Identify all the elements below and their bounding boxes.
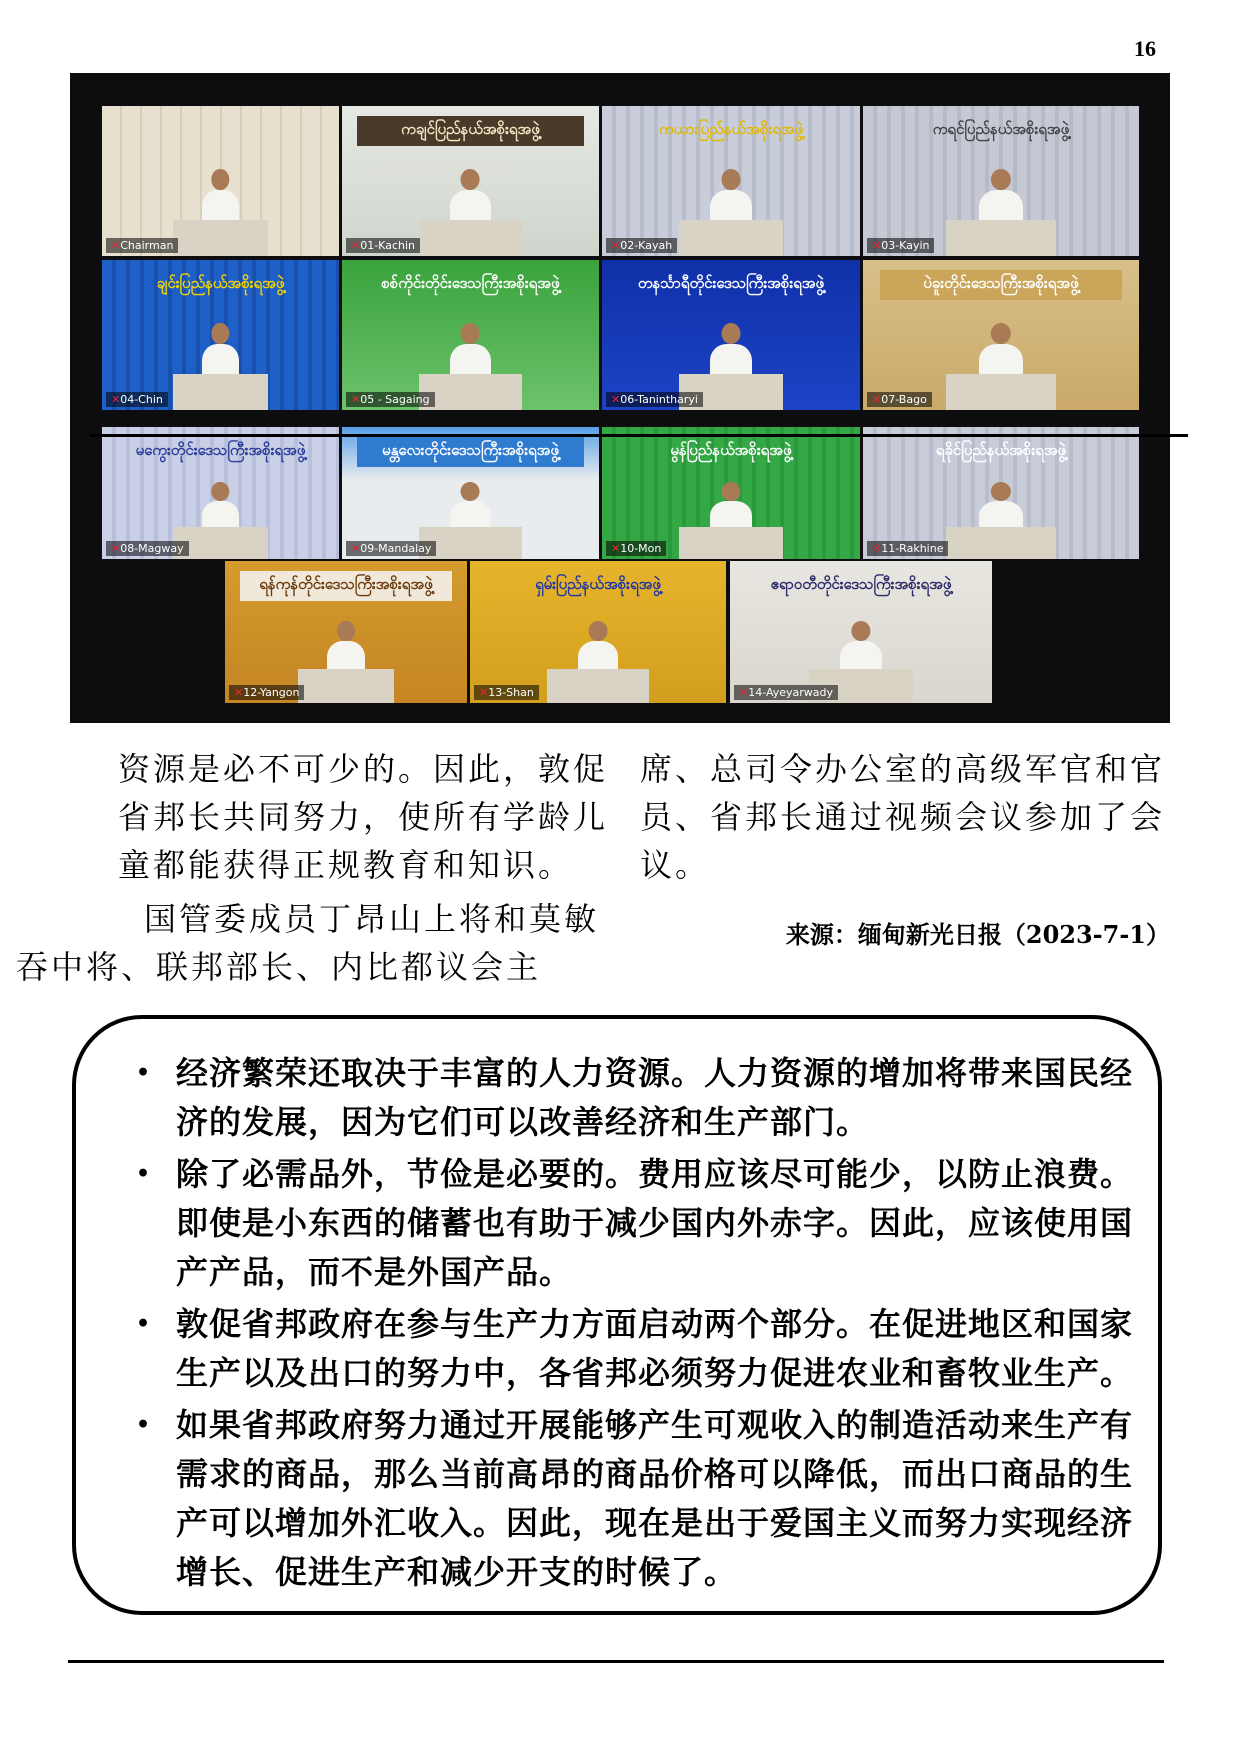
article-paragraph — [16, 895, 610, 991]
video-tile — [730, 561, 992, 703]
text-line: 童都能获得正规教育和知识。 — [118, 846, 574, 884]
tile-label: ✕ 05 - Sagaing — [346, 392, 435, 407]
video-tile — [602, 427, 860, 559]
tile-label: ✕ 04-Chin — [106, 392, 168, 407]
bottom-rule — [68, 1660, 1164, 1663]
desk — [679, 220, 782, 256]
desk — [419, 220, 522, 256]
text-line: 资源是必不可少的。因此，敦促 — [118, 750, 609, 788]
tile-label: ✕ 08-Magway — [106, 541, 189, 556]
video-tile — [863, 260, 1139, 410]
video-tile — [863, 427, 1139, 559]
tile-label: ✕ 01-Kachin — [346, 238, 420, 253]
video-tile — [863, 106, 1139, 256]
desk — [547, 669, 649, 703]
article-paragraph — [80, 745, 610, 889]
page-number: 16 — [1134, 36, 1156, 61]
video-tile — [342, 106, 599, 256]
text-line: 议。 — [640, 846, 711, 884]
tile-label: ✕ 10-Mon — [606, 541, 666, 556]
desk — [946, 527, 1056, 559]
video-tile — [602, 260, 860, 410]
tile-label: ✕ 06-Tanintharyi — [606, 392, 703, 407]
tile-banner: ရှမ်းပြည်နယ်အစိုးရအဖွဲ့ — [535, 575, 661, 593]
article-right-column — [640, 745, 1170, 889]
desk — [298, 669, 395, 703]
video-tile — [102, 106, 339, 256]
desk — [946, 374, 1056, 410]
tile-banner: မကွေးတိုင်းဒေသကြီးအစိုးရအဖွဲ့ — [135, 441, 306, 459]
video-tile — [342, 427, 599, 559]
tile-banner: တနင်္သာရီတိုင်းဒေသကြီးအစိုးရအဖွဲ့ — [637, 274, 825, 292]
video-tile — [342, 260, 599, 410]
tile-banner — [116, 116, 325, 146]
tile-banner: ချင်းပြည်နယ်အစိုးရအဖွဲ့ — [156, 274, 285, 292]
tile-label: ✕ 02-Kayah — [606, 238, 677, 253]
tile-label: ✕ 09-Mandalay — [346, 541, 436, 556]
text-line: 国管委成员丁昂山上将和莫敏 — [144, 900, 600, 938]
tile-banner: ရန်ကုန်တိုင်းဒေသကြီးအစိုးရအဖွဲ့ — [240, 571, 453, 601]
video-tile — [225, 561, 467, 703]
article-left-column — [16, 745, 610, 991]
tile-banner: ကချင်ပြည်နယ်အစိုးရအဖွဲ့ — [357, 116, 583, 146]
text-line: 员、省邦长通过视频会议参加了会 — [640, 798, 1166, 836]
tile-banner: မွန်ပြည်နယ်အစိုးရအဖွဲ့ — [670, 441, 792, 459]
key-point-item: • 除了必需品外，节俭是必要的。费用应该尽可能少，以防止浪费。即使是小东西的储蓄也有助于减少国内外赤字。因此，应该使用国产产品，而不是外国产品。 — [136, 1150, 1136, 1297]
video-tile — [102, 427, 339, 559]
overlay-black-line — [90, 434, 1188, 437]
tile-label: ✕ 11-Rakhine — [867, 541, 948, 556]
video-tile — [102, 260, 339, 410]
tile-banner: ဧရာဝတီတိုင်းဒေသကြီးအစိုးရအဖွဲ့ — [770, 575, 952, 593]
desk — [946, 220, 1056, 256]
key-points-box — [72, 1015, 1162, 1615]
article-paragraph — [640, 745, 1170, 889]
key-point-item: • 敦促省邦政府在参与生产力方面启动两个部分。在促进地区和国家生产以及出口的努力中，各省邦必须努力促进农业和畜牧业生产。 — [136, 1300, 1136, 1398]
video-tile — [602, 106, 860, 256]
tile-label: ✕ 07-Bago — [867, 392, 932, 407]
tile-label: ✕ 12-Yangon — [229, 685, 304, 700]
key-point-item: • 经济繁荣还取决于丰富的人力资源。人力资源的增加将带来国民经济的发展，因为它们可以改善经济和生产部门。 — [136, 1049, 1136, 1147]
desk — [173, 374, 268, 410]
tile-banner: ကရင်ပြည်နယ်အစိုးရအဖွဲ့ — [932, 120, 1070, 138]
tile-banner: စစ်ကိုင်းတိုင်းဒေသကြီးအစိုးရအဖွဲ့ — [381, 274, 560, 292]
tile-banner: မန္တလေးတိုင်းဒေသကြီးအစိုးရအဖွဲ့ — [357, 437, 583, 467]
tile-banner: ပဲခူးတိုင်းဒေသကြီးအစိုးရအဖွဲ့ — [880, 270, 1123, 300]
desk — [173, 220, 268, 256]
text-line: 省邦长共同努力，使所有学龄儿 — [118, 798, 609, 836]
tile-label: ✕ Chairman — [106, 238, 178, 253]
tile-label: ✕ 14-Ayeyarwady — [734, 685, 838, 700]
desk — [679, 527, 782, 559]
text-line: 席、总司令办公室的高级军官和官 — [640, 750, 1166, 788]
tile-banner: ကယားပြည်နယ်အစိုးရအဖွဲ့ — [658, 120, 804, 138]
key-point-item: • 如果省邦政府努力通过开展能够产生可观收入的制造活动来生产有需求的商品，那么当前高昂的商品价格可以降低，而出口商品的生产可以增加外汇收入。因此，现在是出于爱国主义而努力实现经济增长、促进生产和减少开支的时候了。 — [136, 1401, 1136, 1597]
video-tile — [470, 561, 726, 703]
key-points-list — [136, 1049, 1136, 1600]
video-conference-photo — [70, 73, 1170, 723]
text-line: 吞中将、联邦部长、内比都议会主 — [16, 948, 542, 986]
article-source: 来源：缅甸新光日报（2023-7-1） — [785, 920, 1170, 949]
tile-label: ✕ 13-Shan — [474, 685, 539, 700]
tile-label: ✕ 03-Kayin — [867, 238, 934, 253]
tile-banner: ရခိုင်ပြည်နယ်အစိုးရအဖွဲ့ — [935, 441, 1067, 459]
